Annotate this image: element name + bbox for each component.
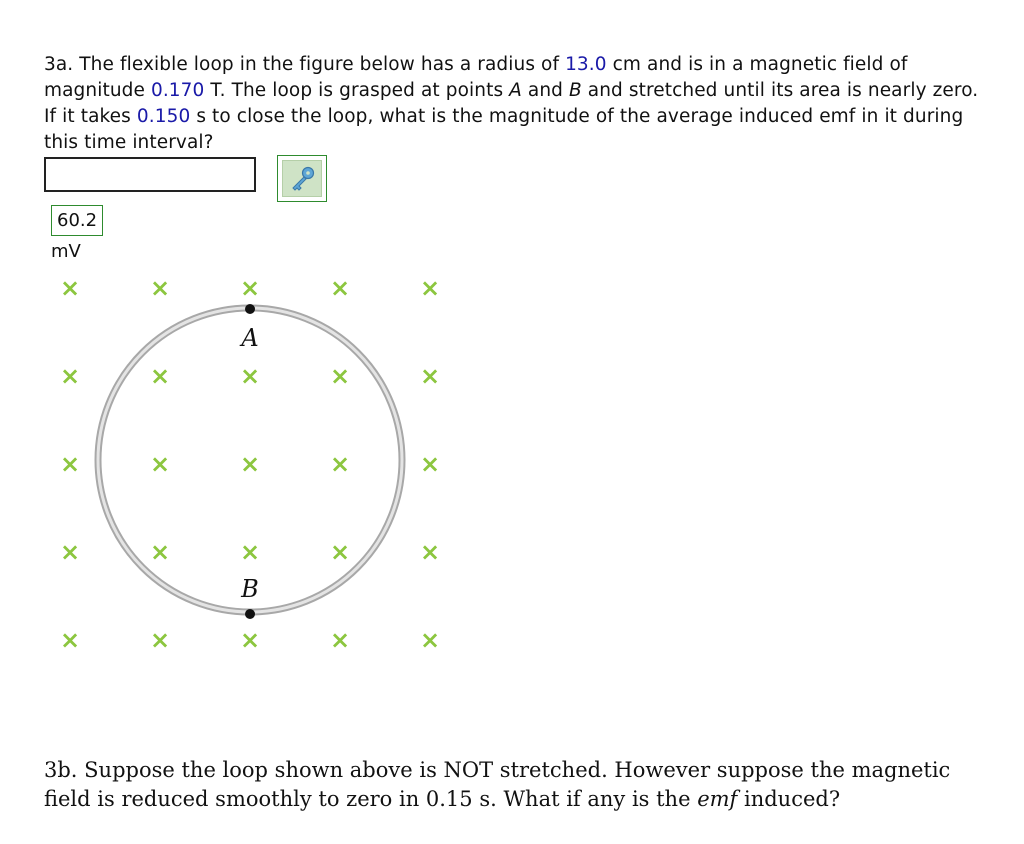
field-cross-2-0: ×	[59, 450, 81, 478]
field-cross-3-2: ×	[239, 538, 261, 566]
field-cross-4-1: ×	[149, 626, 171, 654]
label-a: A	[241, 324, 259, 352]
field-cross-0-2: ×	[239, 274, 261, 302]
field-cross-4-4: ×	[419, 626, 441, 654]
field-cross-4-0: ×	[59, 626, 81, 654]
field-cross-2-3: ×	[329, 450, 351, 478]
previous-answer: 60.2	[51, 205, 103, 236]
question-number: 3a.	[44, 54, 74, 75]
point-b-dot	[245, 609, 255, 619]
question-3b-text: 3b. Suppose the loop shown above is NOT stretched. However suppose the magnetic field is reduced smoothly to zero in 0.15 s. What if any is the emf induced?	[44, 758, 951, 811]
radius-value: 13.0	[565, 54, 607, 75]
point-a-ref: A	[509, 80, 522, 101]
field-cross-3-1: ×	[149, 538, 171, 566]
emf-term: emf	[697, 787, 738, 811]
field-cross-1-3: ×	[329, 362, 351, 390]
field-cross-1-2: ×	[239, 362, 261, 390]
field-cross-3-0: ×	[59, 538, 81, 566]
field-cross-0-3: ×	[329, 274, 351, 302]
field-cross-0-1: ×	[149, 274, 171, 302]
question-3a-text: 3a. The flexible loop in the figure below has a radius of 13.0 cm and is in a magnetic field of magnitude 0.170 T. The loop is grasped at points A and B and stretched until its area is nearly zero. If it takes 0.150 s to close the loop, what is the magnitude of the average induced emf in it during this time interval?	[44, 54, 979, 153]
point-a-dot	[245, 304, 255, 314]
field-cross-3-3: ×	[329, 538, 351, 566]
field-cross-0-0: ×	[59, 274, 81, 302]
field-cross-1-0: ×	[59, 362, 81, 390]
field-cross-1-1: ×	[149, 362, 171, 390]
field-cross-3-4: ×	[419, 538, 441, 566]
field-cross-0-4: ×	[419, 274, 441, 302]
field-cross-4-2: ×	[239, 626, 261, 654]
field-cross-2-1: ×	[149, 450, 171, 478]
point-b-ref: B	[569, 80, 582, 101]
time-value: 0.150	[136, 106, 191, 127]
label-b: B	[241, 575, 259, 603]
field-cross-2-4: ×	[419, 450, 441, 478]
field-cross-1-4: ×	[419, 362, 441, 390]
field-cross-4-3: ×	[329, 626, 351, 654]
question-number: 3b.	[44, 758, 78, 782]
field-cross-2-2: ×	[239, 450, 261, 478]
field-value: 0.170	[150, 80, 205, 101]
answer-unit: mV	[51, 241, 81, 262]
